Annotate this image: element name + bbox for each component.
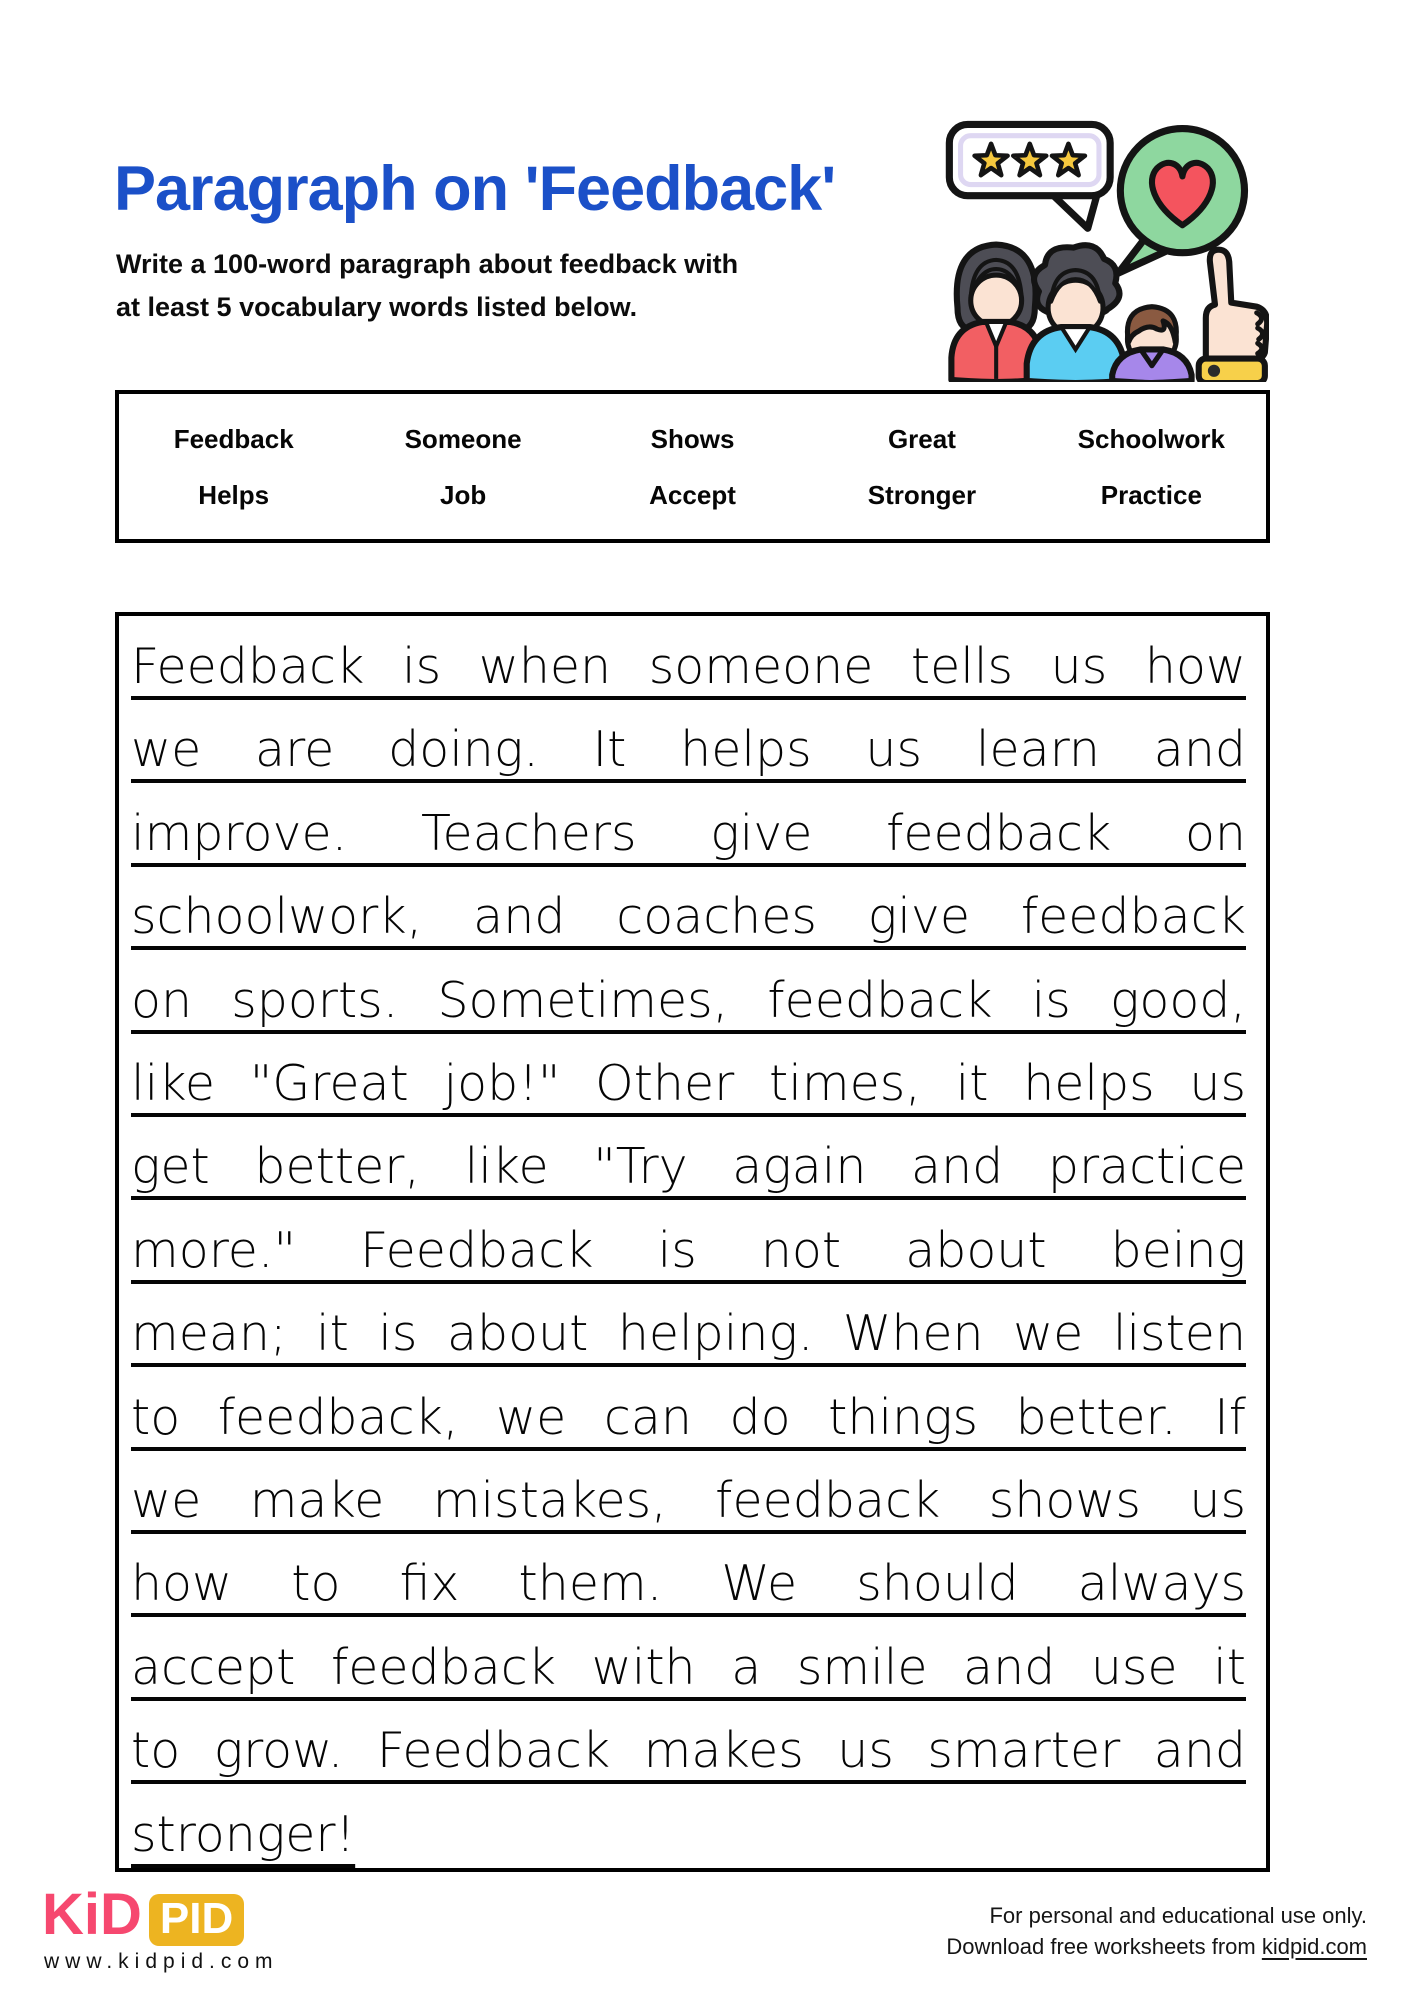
person-blue-illustration <box>1027 245 1125 382</box>
vocab-word: Feedback <box>173 423 294 454</box>
paragraph-line: to grow. Feedback makes us smarter and <box>131 1722 1246 1780</box>
paragraph-line: get better, like "Try again and practice <box>131 1138 1246 1196</box>
footer-note <box>946 1900 1367 1962</box>
paragraph-line: to feedback, we can do things better. If <box>131 1388 1246 1446</box>
paragraph-line: on sports. Sometimes, feedback is good, <box>131 971 1246 1029</box>
vocabulary-row-1 <box>119 424 1266 454</box>
star-icon <box>975 144 1085 175</box>
instruction-line-1: Write a 100-word paragraph about feedback with <box>116 249 739 279</box>
page-title: Paragraph on 'Feedback' <box>114 154 836 224</box>
paragraph-answer-box <box>115 612 1270 1872</box>
vocab-word: Stronger <box>867 479 977 510</box>
paragraph-line: we are doing. It helps us learn and <box>131 721 1246 779</box>
paragraph-line: improve. Teachers give feedback on <box>131 804 1246 862</box>
paragraph-line: more." Feedback is not about being <box>131 1221 1246 1279</box>
vocab-word: Schoolwork <box>1077 423 1225 454</box>
website-url: www.kidpid.com <box>44 1950 279 1973</box>
paragraph-line: stronger! <box>131 1805 356 1863</box>
vocab-word: Practice <box>1100 479 1202 510</box>
kidpid-link[interactable]: kidpid.com <box>1261 1934 1367 1959</box>
vocab-word: Accept <box>649 479 736 510</box>
paragraph-line: Feedback is when someone tells us how <box>131 638 1246 695</box>
vocabulary-box <box>115 390 1270 543</box>
worksheet-illustration <box>933 96 1269 382</box>
paragraph-line: schoolwork, and coaches give feedback <box>131 888 1246 946</box>
logo-kid-text: KiD <box>42 1882 142 1947</box>
vocab-word: Job <box>439 479 487 510</box>
paragraph-line: accept feedback with a smile and use it <box>131 1638 1246 1696</box>
paragraph-line: how to fix them. We should always <box>131 1555 1246 1613</box>
stars-speech-bubble-icon <box>949 124 1110 228</box>
vocabulary-row-2 <box>119 480 1266 510</box>
instruction-line-2: at least 5 vocabulary words listed below. <box>116 292 638 322</box>
person-purple-illustration <box>1112 307 1191 382</box>
pointing-hand-icon <box>1199 250 1267 382</box>
logo-pid-badge: PID <box>149 1894 244 1946</box>
usage-note: For personal and educational use only. <box>989 1903 1367 1928</box>
vocab-word: Great <box>887 423 956 454</box>
paragraph-line: like "Great job!" Other times, it helps us <box>131 1055 1246 1113</box>
vocab-word: Helps <box>198 479 270 510</box>
vocab-word: Someone <box>404 423 522 454</box>
paragraph-line: we make mistakes, feedback shows us <box>131 1472 1246 1530</box>
vocab-word: Shows <box>650 423 735 454</box>
download-note: Download free worksheets from kidpid.com <box>946 1934 1367 1959</box>
kidpid-logo <box>42 1884 244 1946</box>
paragraph-line: mean; it is about helping. When we listen <box>131 1305 1246 1363</box>
instruction-text <box>116 243 738 329</box>
